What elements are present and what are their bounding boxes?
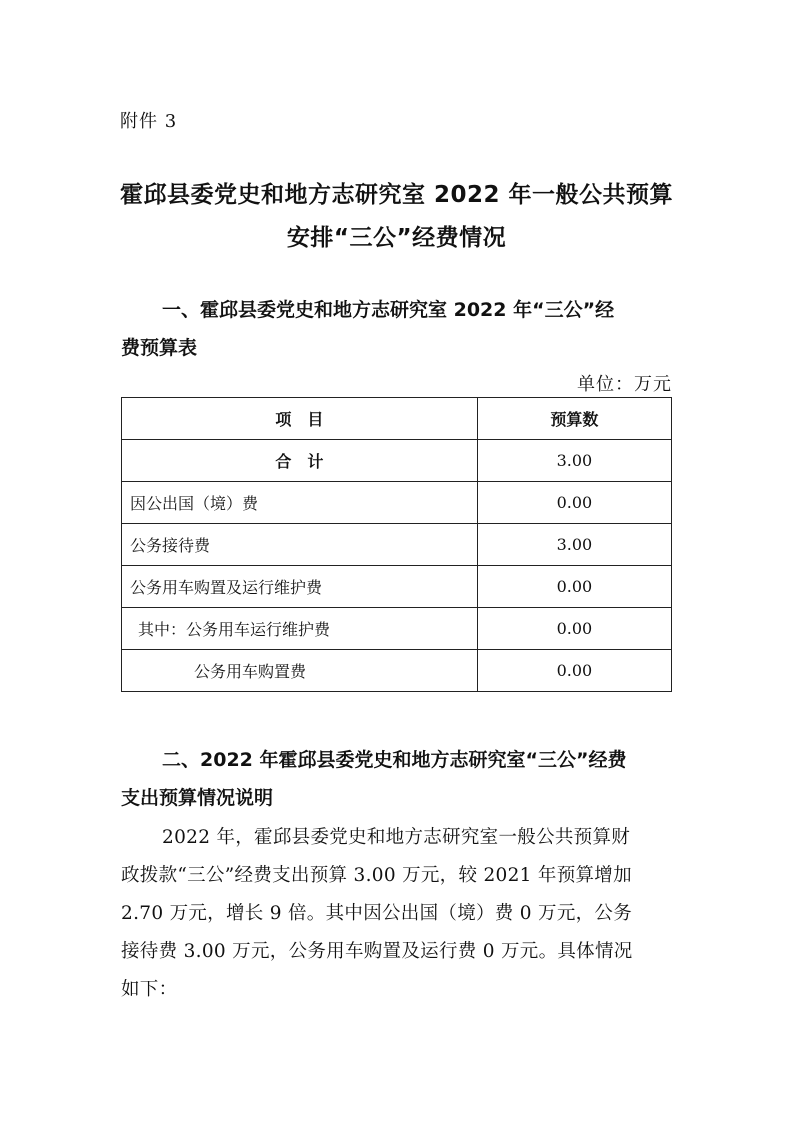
budget-table [121, 397, 672, 692]
table-row [122, 524, 672, 566]
paragraph-line: 政拨款“三公”经费支出预算 3.00 万元，较 2021 年预算增加 [121, 865, 632, 886]
row-amount-overseas: 0.00 [477, 482, 671, 524]
paragraph-line: 2.70 万元，增长 9 倍。其中因公出国（境）费 0 万元，公务 [121, 903, 633, 924]
row-amount-vehicle-purchase: 0.00 [477, 650, 671, 692]
section2-heading-line-2: 支出预算情况说明 [121, 787, 274, 809]
header-item: 项 目 [122, 398, 478, 440]
document-title-line-1: 霍邱县委党史和地方志研究室 2022 年一般公共预算 [119, 182, 674, 208]
row-item-total: 合 计 [122, 440, 478, 482]
table-header-row [122, 398, 672, 440]
row-amount-vehicle-operation: 0.00 [477, 608, 671, 650]
section1-heading-line-2: 费预算表 [121, 337, 198, 359]
paragraph-line: 2022 年，霍邱县委党史和地方志研究室一般公共预算财 [162, 827, 631, 848]
document-title-line-2: 安排“三公”经费情况 [286, 225, 507, 251]
unit-label: 单位：万元 [577, 374, 672, 395]
table-row [122, 608, 672, 650]
row-amount-reception: 3.00 [477, 524, 671, 566]
table-row [122, 566, 672, 608]
paragraph-line: 如下： [121, 979, 178, 1000]
table-row [122, 482, 672, 524]
row-amount-vehicle: 0.00 [477, 566, 671, 608]
table-row [122, 650, 672, 692]
row-item-vehicle-purchase: 公务用车购置费 [122, 650, 478, 692]
attachment-label: 附件 3 [120, 111, 178, 132]
row-item-reception: 公务接待费 [122, 524, 478, 566]
section2-heading-line-1: 二、2022 年霍邱县委党史和地方志研究室“三公”经费 [162, 749, 627, 771]
paragraph-line: 接待费 3.00 万元，公务用车购置及运行费 0 万元。具体情况 [121, 941, 633, 962]
header-amount: 预算数 [477, 398, 671, 440]
section1-heading-line-1: 一、霍邱县委党史和地方志研究室 2022 年“三公”经 [162, 299, 615, 321]
row-item-vehicle: 公务用车购置及运行维护费 [122, 566, 478, 608]
row-amount-total: 3.00 [477, 440, 671, 482]
row-item-vehicle-operation: 其中：公务用车运行维护费 [122, 608, 478, 650]
table-row [122, 440, 672, 482]
row-item-overseas: 因公出国（境）费 [122, 482, 478, 524]
